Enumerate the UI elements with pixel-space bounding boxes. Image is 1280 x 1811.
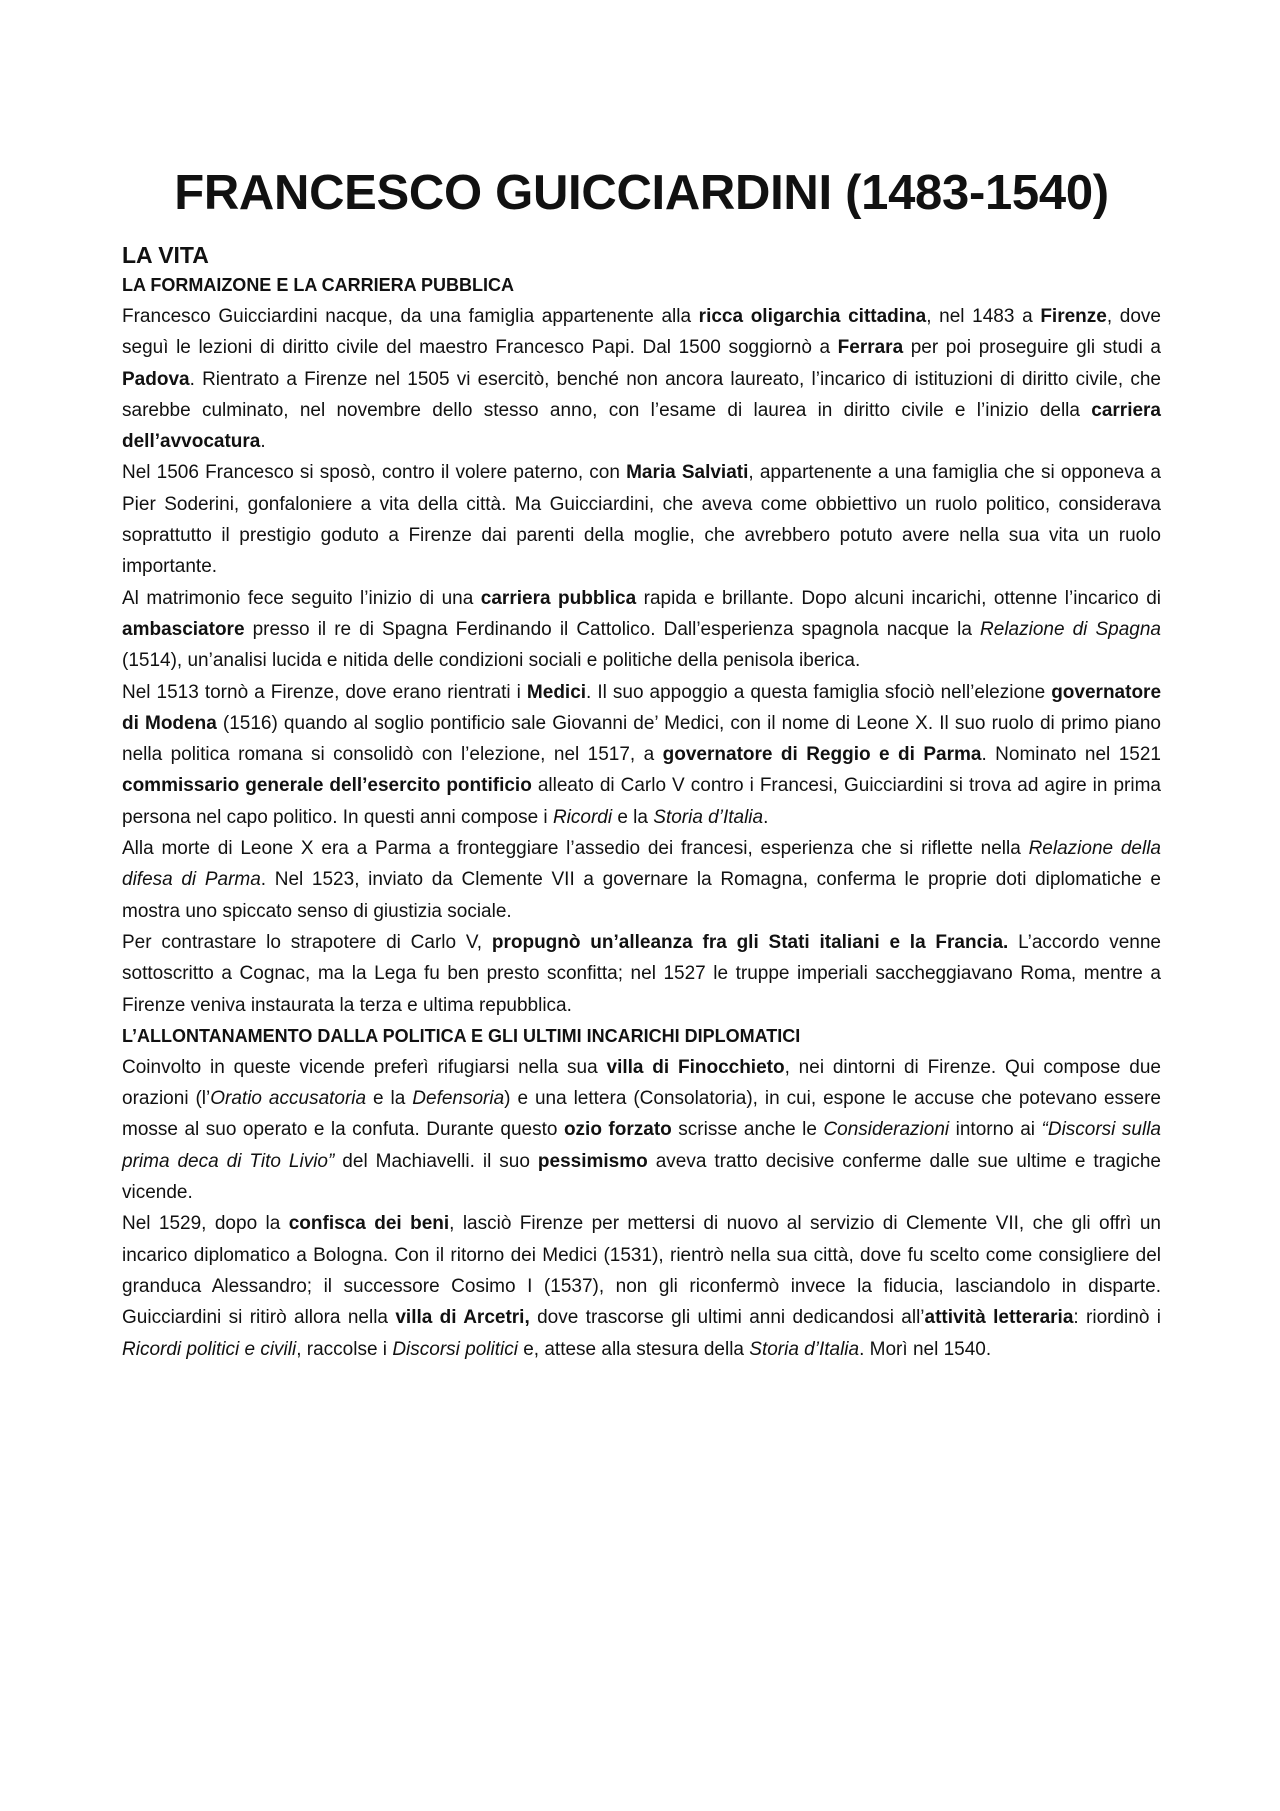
italic-text: Oratio accusatoria	[210, 1088, 367, 1110]
text-run: , dove seguì le lezioni di diritto civile del maestro Francesco Papi. Dal 1500 soggiornò a	[122, 306, 1161, 359]
text-run: , nel 1483 a	[926, 306, 1041, 327]
text-run: . Rientrato a Firenze nel 1505 vi esercitò, benché non ancora laureato, l’incarico di istituzioni di diritto civile, che sarebbe culminato, nel novembre dello stesso anno, con l’esame di laurea in diritto civile e l’inizio della	[122, 368, 1161, 421]
text-run: rapida e brillante. Dopo alcuni incarichi, ottenne l’incarico di	[636, 587, 1162, 609]
text-run: , raccolse i	[296, 1338, 393, 1360]
bold-text: propugnò un’alleanza fra gli Stati italiani e la Francia.	[491, 931, 1009, 953]
text-run: scrisse anche le	[671, 1119, 824, 1141]
text-run: alleato di Carlo V contro i Francesi, Guicciardini si trova ad agire in prima persona nel capo politico. In questi anni compose i	[122, 775, 1161, 828]
bold-text: ambasciatore	[122, 618, 245, 640]
bold-text: ozio forzato	[563, 1119, 672, 1141]
paragraph	[122, 457, 1161, 582]
text-run: intorno ai	[949, 1119, 1042, 1141]
italic-text: Relazione di Spagna	[980, 618, 1161, 640]
text-run: del Machiavelli. il suo	[334, 1150, 538, 1172]
text-run: dove trascorse gli ultimi anni dedicandosi all’	[529, 1307, 925, 1329]
bold-text: ricca oligarchia cittadina	[698, 306, 927, 327]
italic-text: Considerazioni	[823, 1119, 950, 1141]
text-run: Per contrastare lo strapotere di Carlo V,	[122, 931, 492, 953]
subsection-title: LA FORMAIZONE E LA CARRIERA PUBBLICA	[122, 275, 514, 295]
subsection	[122, 270, 1161, 1021]
italic-text: “Discorsi sulla prima deca di Tito Livio”	[122, 1119, 1161, 1172]
text-run: Francesco Guicciardini nacque, da una famiglia appartenente alla	[122, 306, 699, 327]
text-run: Coinvolto in queste vicende preferì rifugiarsi nella sua	[122, 1056, 607, 1078]
bold-text: commissario generale dell’esercito pontificio	[122, 775, 532, 797]
bold-text: villa di Arcetri,	[395, 1307, 530, 1329]
bold-text: confisca dei beni	[288, 1213, 450, 1235]
bold-text: governatore di Modena	[122, 681, 1162, 734]
subsection-title: L’ALLONTANAMENTO DALLA POLITICA E GLI ULTIMI INCARICHI DIPLOMATICI	[122, 1025, 801, 1046]
italic-text: Storia d’Italia	[653, 806, 764, 828]
bold-text: villa di Finocchieto	[606, 1056, 785, 1078]
text-run: , lasciò Firenze per mettersi di nuovo al servizio di Clemente VII, che gli offrì un incarico diplomatico a Bologna. Con il ritorno dei Medici (1531), rientrò nella sua città, dove fu scelto come consigliere del granduca Alessandro; il successore Cosimo I (1537), non gli riconfermò invece la fiducia, lasciandolo in disparte. Guicciardini si ritirò allora nella	[122, 1213, 1161, 1329]
bold-text: Maria Salviati	[626, 462, 749, 484]
text-run: Nel 1506 Francesco si sposò, contro il volere paterno, con	[122, 462, 627, 484]
text-run: , appartenente a una famiglia che si opponeva a Pier Soderini, gonfaloniere a vita della città. Ma Guicciardini, che aveva come obbiettivo un ruolo politico, considerava soprattutto il prestigio goduto a Firenze dai parenti della moglie, che avrebbero potuto avere nella sua vita un ruolo importante.	[122, 462, 1162, 578]
text-run: Nel 1529, dopo la	[122, 1213, 289, 1235]
bold-text: Firenze	[1040, 306, 1107, 327]
italic-text: Relazione della difesa di Parma	[122, 838, 1161, 891]
text-run: . Morì nel 1540.	[859, 1338, 992, 1360]
italic-text: Discorsi politici	[392, 1338, 518, 1360]
section-title: LA VITA	[122, 242, 209, 268]
italic-text: Ricordi politici e civili	[122, 1338, 297, 1360]
text-run: : riordinò i	[1073, 1307, 1161, 1329]
italic-text: Ricordi	[552, 806, 613, 828]
text-run: per poi proseguire gli studi a	[903, 337, 1161, 359]
paragraph	[122, 1052, 1161, 1208]
italic-text: Defensoria	[412, 1088, 505, 1110]
text-run: aveva tratto decisive conferme dalle sue ultime e tragiche vicende.	[122, 1150, 1161, 1204]
paragraph	[122, 677, 1161, 833]
bold-text: attività letteraria	[924, 1307, 1074, 1329]
text-run: Alla morte di Leone X era a Parma a fronteggiare l’assedio dei francesi, esperienza che si riflette nella	[122, 838, 1029, 860]
text-run: L’accordo venne sottoscritto a Cognac, ma la Lega fu ben presto sconfitta; nel 1527 le truppe imperiali saccheggiavano Roma, mentre a Firenze veniva instaurata la terza e ultima repubblica.	[122, 931, 1161, 1016]
bold-text: carriera pubblica	[480, 587, 637, 609]
paragraph	[122, 1208, 1161, 1364]
bold-text: pessimismo	[537, 1150, 648, 1172]
subsection	[122, 1021, 1161, 1365]
text-run: . Nel 1523, inviato da Clemente VII a governare la Romagna, conferma le proprie doti diplomatiche e mostra uno spiccato senso di giustizia sociale.	[122, 869, 1161, 922]
paragraph	[122, 583, 1161, 677]
bold-text: Padova	[122, 368, 190, 390]
text-run: e, attese alla stesura della	[517, 1338, 750, 1360]
paragraph	[122, 301, 1161, 457]
text-run: (1516) quando al soglio pontificio sale Giovanni de’ Medici, con il nome di Leone X. Il suo ruolo di primo piano nella politica romana si consolidò con l’elezione, nel 1517, a	[122, 712, 1161, 766]
italic-text: Storia d’Italia	[749, 1338, 860, 1360]
text-run: e la	[366, 1088, 413, 1110]
text-run: . Nominato nel 1521	[981, 744, 1161, 766]
bold-text: governatore di Reggio e di Parma	[662, 744, 982, 766]
text-run: .	[260, 431, 266, 453]
text-run: . Il suo appoggio a questa famiglia sfociò nell’elezione	[586, 681, 1052, 703]
bold-text: carriera dell’avvocatura	[122, 399, 1161, 453]
paragraph	[122, 833, 1161, 927]
document-page	[122, 160, 1161, 1365]
text-run: Al matrimonio fece seguito l’inizio di una	[122, 587, 481, 609]
paragraph	[122, 927, 1161, 1021]
text-run: e la	[612, 806, 654, 828]
text-run: .	[763, 806, 769, 828]
text-run: presso il re di Spagna Ferdinando il Cattolico. Dall’esperienza spagnola nacque la	[244, 618, 981, 640]
bold-text: Ferrara	[837, 337, 904, 359]
text-run: ) e una lettera (Consolatoria), in cui, espone le accuse che potevano essere mosse al suo operato e la confuta. Durante questo	[122, 1088, 1161, 1141]
text-run: (1514), un’analisi lucida e nitida delle condizioni sociali e politiche della penisola iberica.	[122, 650, 861, 672]
text-run: , nei dintorni di Firenze. Qui compose due orazioni (l’	[122, 1056, 1161, 1110]
document-title: FRANCESCO GUICCIARDINI (1483-1540)	[174, 166, 1109, 220]
text-run: Nel 1513 tornò a Firenze, dove erano rientrati i	[122, 681, 527, 703]
bold-text: Medici	[526, 681, 587, 703]
